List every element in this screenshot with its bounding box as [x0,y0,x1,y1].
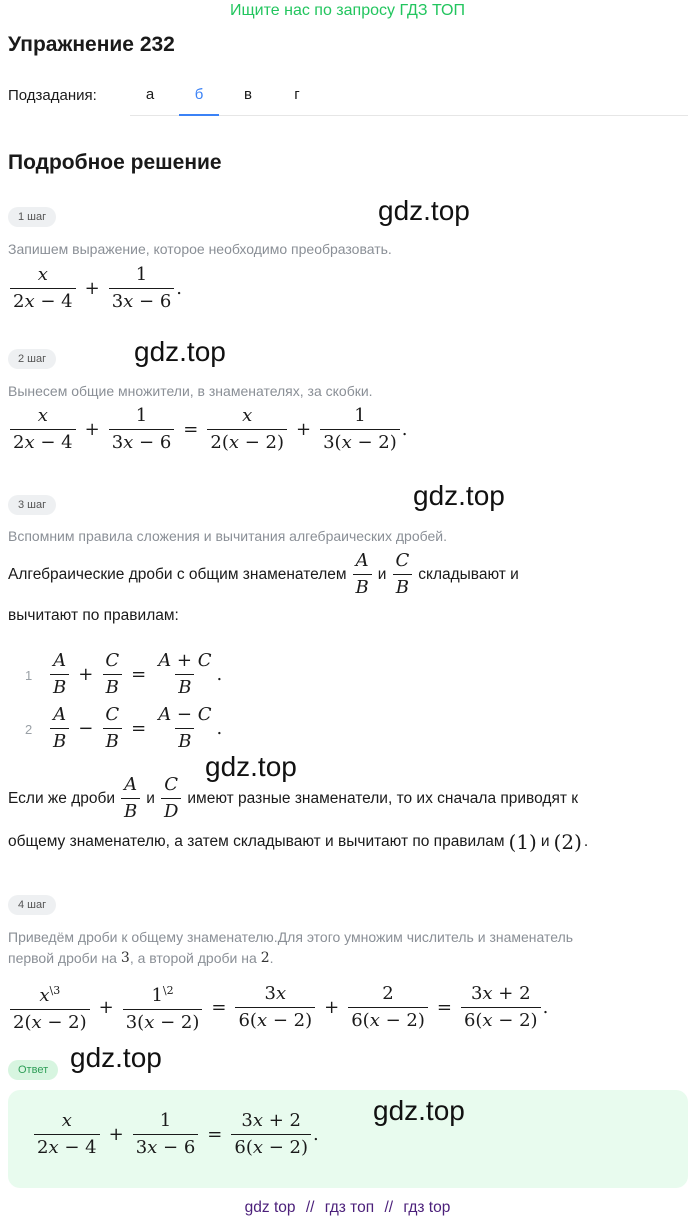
step-3-paragraph-2: Если же дроби $\frac{A}{B}$ и $\frac{C}{D}$ имеют разные знаменатели, то их сначала приводят к [8,774,579,822]
footer-link-gdz-top-mixed[interactable]: гдз top [403,1199,451,1216]
multiplier-2: 2 [260,950,270,966]
period: . [269,950,274,966]
footer-separator: // [305,1199,315,1216]
step-3-paragraph-1: Алгебраические дроби с общим знаменателем $\frac{A}{B}$ и $\frac{C}{B}$ складывают и [8,550,519,598]
tab-v[interactable]: в [244,86,252,103]
rule-1-formula: $\frac{A}{B}$ + $\frac{C}{B}$ = $\frac{A + C}{B}$ . [48,650,222,699]
watermark: gdz.top [413,480,505,511]
step-4-formula: $\frac{x^{\backslash 3}}{2(x - 2)}$ + $\frac{1^{\backslash 2}}{3(x - 2)}$ = $\frac{3x}{6(x - 2)}$ + $\frac{2}{6(x - 2)}$ = $\frac{3x + 2}{6(x - 2)}$ . [8,980,548,1034]
active-tab-indicator [179,114,219,116]
watermark: gdz.top [378,195,470,226]
step-2-formula: $\frac{x}{2x - 4}$ + $\frac{1}{3x - 6}$ = $\frac{x}{2(x - 2)}$ + $\frac{1}{3(x - 2)}$ . [8,405,407,454]
p2-text-and: и [540,833,550,850]
step-1-text: Запишем выражение, которое необходимо преобразовать. [8,241,392,257]
step-4-text-1: Приведём дроби к общему знаменателю.Для этого умножим числитель и знаменатель [8,929,574,945]
multiplier-3: 3 [120,950,130,966]
watermark: gdz.top [70,1042,162,1073]
step-4-text-2: первой дроби на [8,950,117,966]
watermark: gdz.top [134,336,226,367]
tab-g[interactable]: г [294,86,300,103]
step-1-badge: 1 шаг [8,207,56,227]
step-1-formula: $\frac{x}{2x - 4}$ + $\frac{1}{3x - 6}$ . [8,264,182,313]
footer-link-gdz-top-ru[interactable]: гдз топ [324,1199,375,1216]
rule-number-2: 2 [25,722,33,737]
rule-number-1: 1 [25,668,33,683]
step-2-badge: 2 шаг [8,349,56,369]
step-3-badge: 3 шаг [8,495,56,515]
promo-banner[interactable]: Ищите нас по запросу ГДЗ ТОП [230,2,465,19]
step-4-text-2-line [8,950,274,966]
p2-text-d: общему знаменателю, а затем складывают и вычитают по правилам [8,833,505,850]
watermark: gdz.top [205,751,297,782]
tab-a[interactable]: а [145,86,155,103]
p2-text-a: Если же дроби [8,789,116,807]
step-3-text: Вспомним правила сложения и вычитания алгебраических дробей. [8,528,447,544]
p1-text-d: вычитают по правилам: [8,607,179,624]
footer-links [0,1199,695,1217]
section-title: Подробное решение [8,151,222,174]
step-2-text: Вынесем общие множители, в знаменателях, за скобки. [8,383,373,399]
subtasks-label: Подзадания: [8,87,97,104]
page-title: Упражнение 232 [8,33,175,56]
p2-text-c: имеют разные знаменатели, то их сначала приводят к [187,789,579,807]
footer-separator: // [384,1199,394,1216]
footer-link-gdz-top[interactable]: gdz top [244,1199,296,1216]
p1-text-b: и [377,565,387,583]
rule-2-formula: $\frac{A}{B}$ − $\frac{C}{B}$ = $\frac{A - C}{B}$ . [48,704,222,753]
answer-badge: Ответ [8,1060,58,1080]
p2-text-b: и [146,789,155,807]
rule-ref-1: (1) [508,830,537,854]
p1-text-c: складывают и [418,565,519,583]
step-4-badge: 4 шаг [8,895,56,915]
tab-b[interactable]: б [194,86,204,103]
answer-formula: $\frac{x}{2x - 4}$ + $\frac{1}{3x - 6}$ = $\frac{3x + 2}{6(x - 2)}$ . [32,1110,319,1159]
step-4-text-3: , а второй дроби на [129,950,257,966]
watermark: gdz.top [373,1095,465,1126]
step-3-paragraph-2-cont: общему знаменателю, а затем складывают и вычитают по правилам (1) и (2) . [8,830,589,854]
p1-text-a: Алгебраические дроби с общим знаменателем [8,565,347,583]
rule-ref-2: (2) [553,830,582,854]
